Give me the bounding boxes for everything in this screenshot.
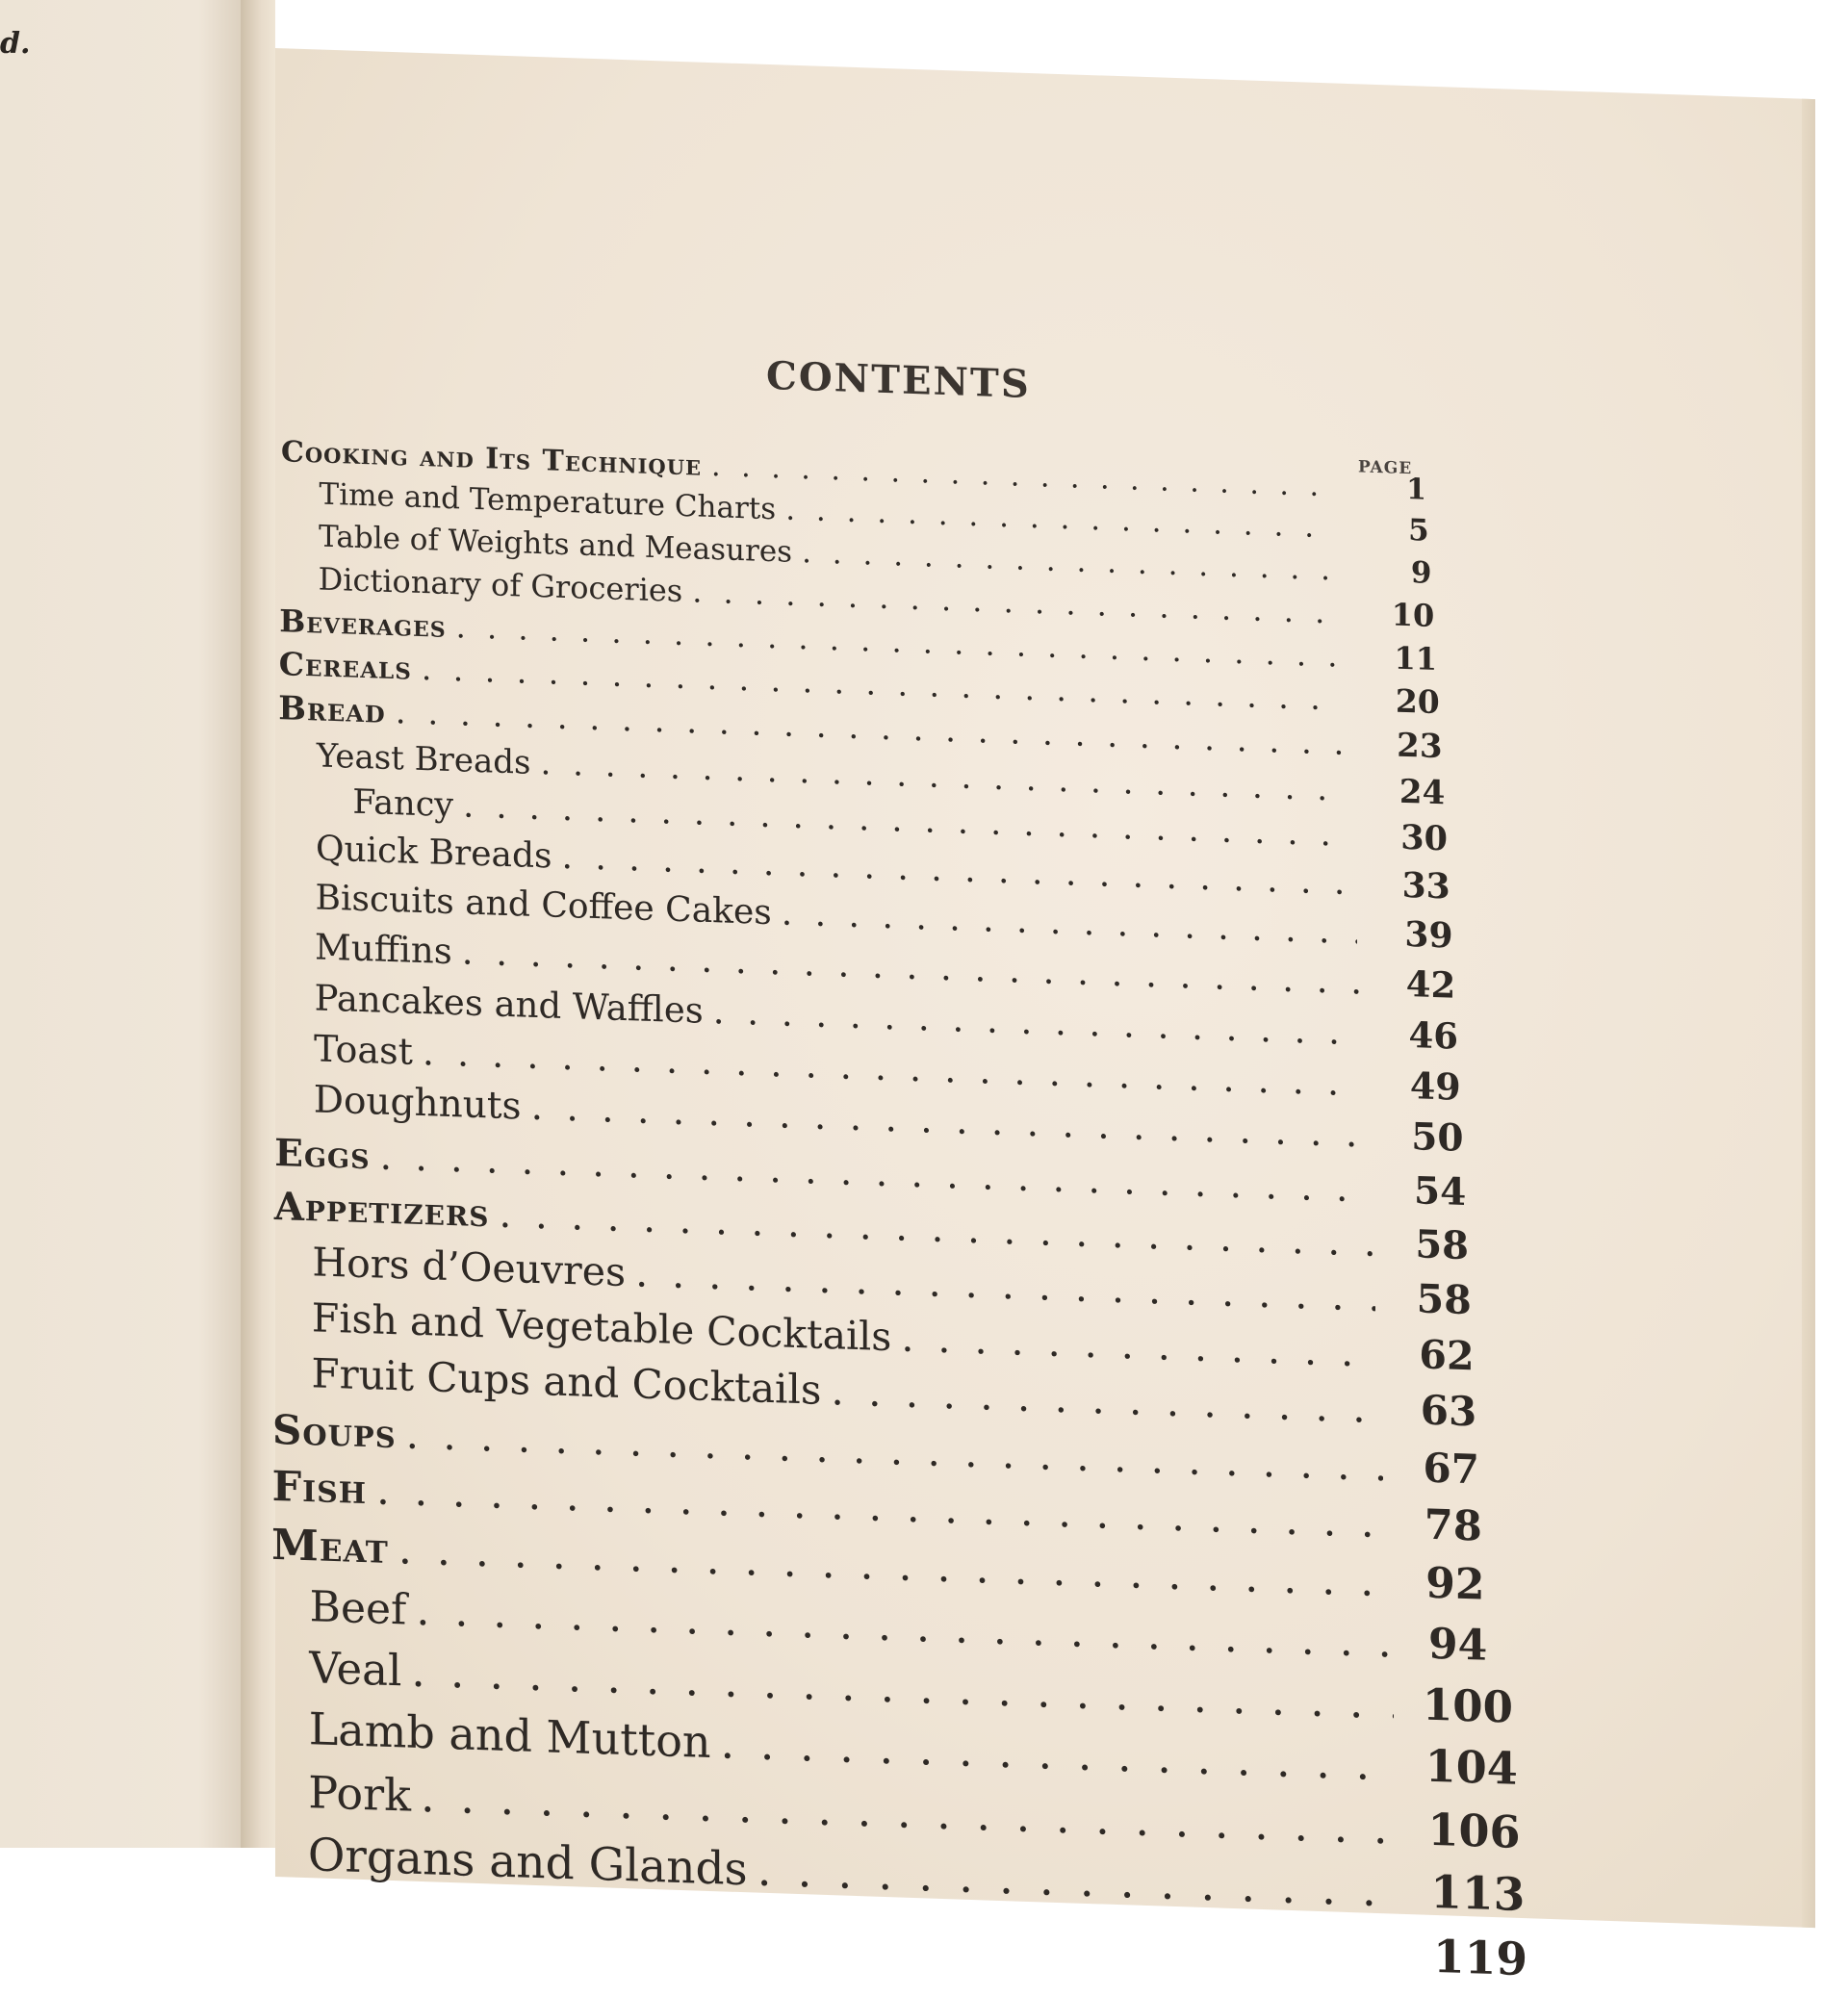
dot-leader	[831, 1367, 1380, 1432]
toc-entry-page: 46	[1408, 1013, 1458, 1058]
toc-entry-page: 113	[1430, 1865, 1526, 1923]
toc-entry-page: 39	[1404, 913, 1453, 957]
toc-entry-label: Biscuits and Coffee Cakes	[315, 878, 772, 934]
toc-entry-page: 49	[1409, 1063, 1461, 1109]
toc-entry-page: 42	[1405, 961, 1456, 1007]
dot-leader	[901, 1315, 1377, 1376]
toc-entry-page: 30	[1400, 817, 1448, 859]
dot-leader	[757, 1844, 1402, 1918]
toc-entry-page: 11	[1394, 639, 1437, 678]
toc-entry-page: 92	[1425, 1558, 1485, 1610]
page-edge	[1802, 99, 1815, 1928]
toc-entry-page: 23	[1397, 726, 1443, 767]
toc-entry-label: Doughnuts	[313, 1078, 522, 1129]
toc-entry-page: 50	[1411, 1114, 1464, 1161]
toc-entry-page: 62	[1419, 1331, 1475, 1380]
toc-entry-label: Cereals	[278, 645, 412, 687]
toc-entry-label: Time and Temperature Charts	[319, 476, 777, 527]
toc-entry-page: 94	[1428, 1619, 1488, 1671]
toc-entry-page: 106	[1427, 1803, 1521, 1858]
toc-entry-page: 10	[1391, 596, 1435, 634]
toc-entry-label: Lamb and Mutton	[308, 1702, 711, 1769]
toc-entry-page: 104	[1424, 1739, 1518, 1795]
page-column-header: PAGE	[1358, 457, 1413, 479]
toc-entry-label: Quick Breads	[315, 829, 552, 877]
toc-entry-page: 1	[1406, 472, 1426, 507]
toc-entry-label: Cooking and Its Technique	[281, 435, 703, 483]
toc-entry-page: 78	[1424, 1500, 1482, 1551]
dot-leader	[721, 1716, 1397, 1790]
book-gutter	[241, 0, 275, 1848]
toc-entry-page: 33	[1401, 864, 1450, 908]
toc-entry-label: Pork	[308, 1766, 411, 1822]
contents-page	[271, 48, 1815, 1987]
toc-entry-label: Appetizers	[273, 1183, 490, 1237]
toc-entry-label: Organs and Glands	[307, 1829, 748, 1897]
toc-entry-page: 9	[1410, 555, 1432, 591]
toc-entry-label: Yeast Breads	[316, 736, 531, 782]
toc-entry-label: Bread	[278, 689, 386, 731]
toc-entry-label: Table of Weights and Measures	[319, 519, 793, 570]
toc-entry-label: Eggs	[274, 1130, 371, 1179]
toc-entry-page: 119	[1432, 1930, 1528, 1987]
toc-entry-label: Toast	[314, 1027, 413, 1073]
toc-entry-page: 67	[1423, 1444, 1479, 1494]
contents-title: CONTENTS	[766, 352, 1031, 408]
toc-entry-page: 24	[1399, 772, 1446, 813]
left-page	[0, 0, 248, 1848]
toc-entry-page: 20	[1395, 681, 1440, 722]
toc-entry-label: Muffins	[315, 926, 452, 973]
toc-entry-label: Fruit Cups and Cocktails	[311, 1349, 822, 1414]
toc-entry-page: 5	[1408, 513, 1429, 549]
toc-entry-label: Hors d’Oeuvres	[312, 1239, 627, 1296]
toc-entry-page: 58	[1416, 1275, 1472, 1324]
toc-entry-label: Fish	[271, 1462, 368, 1515]
toc-entry-page: 58	[1415, 1221, 1469, 1269]
dot-leader	[782, 893, 1357, 952]
toc-entry-label: Beef	[309, 1582, 407, 1635]
toc-entry-page: 100	[1422, 1678, 1513, 1733]
toc-entry-label: Meat	[271, 1520, 389, 1574]
toc-entry-label: Beverages	[279, 602, 447, 645]
left-page-margin-text: d.	[0, 27, 31, 61]
toc-entry-label: Fancy	[352, 782, 454, 826]
toc-entry-page: 63	[1420, 1386, 1477, 1436]
toc-entry-label: Pancakes and Waffles	[314, 977, 704, 1032]
toc-entry-page: 54	[1413, 1168, 1467, 1216]
toc-entry-label: Soups	[272, 1405, 397, 1458]
toc-entry-label: Fish and Vegetable Cocktails	[311, 1294, 892, 1361]
toc-entry-label: Veal	[309, 1642, 402, 1697]
toc-entry-label: Dictionary of Groceries	[318, 560, 683, 610]
